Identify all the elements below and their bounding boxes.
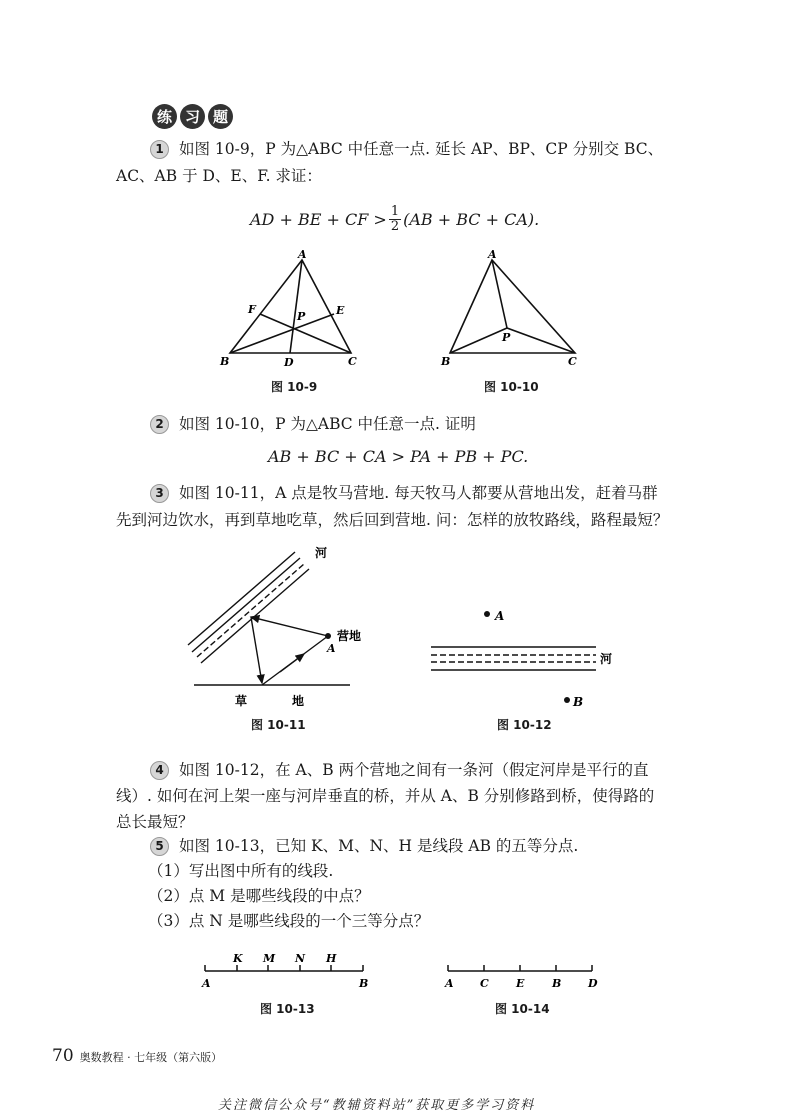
label-e: E bbox=[336, 304, 345, 317]
fraction: 1 2 bbox=[390, 204, 400, 234]
figure-10-13 bbox=[195, 950, 385, 995]
label-a: A bbox=[495, 609, 505, 623]
figure-10-14-caption: 图 10-14 bbox=[495, 1002, 550, 1016]
figure-10-11-caption: 图 10-11 bbox=[251, 718, 306, 732]
problem-4-line-1: 4 如图 10-12，在 A、B 两个营地之间有一条河（假定河岸是平行的直 bbox=[150, 760, 649, 781]
problem-5-sub-1: （1）写出图中所有的线段. bbox=[148, 862, 334, 880]
problem-1-line-2: AC、AB 于 D、E、F. 求证： bbox=[116, 167, 322, 185]
river-bank-line bbox=[188, 552, 295, 645]
river-bank-line bbox=[192, 558, 300, 652]
section-heading-char: 题 bbox=[208, 104, 233, 129]
label-a: A bbox=[202, 977, 211, 990]
page-number: 70 bbox=[52, 1046, 74, 1066]
problem-number-badge: 3 bbox=[150, 484, 169, 503]
label-e: E bbox=[516, 977, 525, 990]
figure-10-13-caption: 图 10-13 bbox=[260, 1002, 315, 1016]
problem-5-line-1: 5 如图 10-13，已知 K、M、N、H 是线段 AB 的五等分点. bbox=[150, 836, 578, 857]
problem-2-formula: AB + BC + CA > PA + PB + PC. bbox=[268, 447, 529, 466]
camp-point bbox=[325, 633, 331, 639]
label-a: A bbox=[298, 248, 307, 261]
problem-number-badge: 4 bbox=[150, 761, 169, 780]
label-c: C bbox=[568, 355, 577, 368]
section-heading-char: 练 bbox=[152, 104, 177, 129]
label-b: B bbox=[220, 355, 230, 368]
label-a: A bbox=[445, 977, 454, 990]
watermark-text: 关注微信公众号“教辅资料站”获取更多学习资料 bbox=[218, 1098, 536, 1113]
problem-number-badge: 5 bbox=[150, 837, 169, 856]
river-label: 河 bbox=[600, 652, 613, 666]
figure-10-12 bbox=[425, 600, 625, 715]
grass-label: 地 bbox=[292, 694, 305, 708]
river-center-dashed bbox=[197, 564, 304, 657]
label-d: D bbox=[284, 356, 294, 369]
figure-10-12-caption: 图 10-12 bbox=[497, 718, 552, 732]
problem-number-badge: 2 bbox=[150, 415, 169, 434]
segment-pb bbox=[450, 328, 507, 353]
label-b: B bbox=[573, 695, 584, 709]
label-b: B bbox=[552, 977, 562, 990]
label-d: D bbox=[588, 977, 598, 990]
river-label: 河 bbox=[315, 546, 328, 560]
label-b: B bbox=[441, 355, 451, 368]
problem-number-badge: 1 bbox=[150, 140, 169, 159]
label-h: H bbox=[326, 952, 337, 965]
problem-3-line-2: 先到河边饮水，再到草地吃草，然后回到营地. 问：怎样的放牧路线，路程最短？ bbox=[116, 511, 669, 529]
label-a: A bbox=[488, 248, 497, 261]
figure-10-10 bbox=[435, 245, 585, 375]
label-m: M bbox=[263, 952, 276, 965]
label-b: B bbox=[359, 977, 369, 990]
label-a: A bbox=[327, 642, 336, 655]
label-p: P bbox=[297, 310, 306, 323]
grass-label: 草 bbox=[235, 694, 248, 708]
section-heading-char: 习 bbox=[180, 104, 205, 129]
path-to-river bbox=[251, 617, 328, 636]
label-k: K bbox=[233, 952, 243, 965]
figure-10-11 bbox=[180, 545, 380, 715]
book-title: 奥数教程 · 七年级（第六版） bbox=[79, 1051, 223, 1064]
path-arrow bbox=[280, 654, 304, 672]
problem-3-line-1: 3 如图 10-11，A 点是牧马营地. 每天牧马人都要从营地出发，赶着马群 bbox=[150, 483, 658, 504]
problem-1-line-1: 1 如图 10-9，P 为△ABC 中任意一点. 延长 AP、BP、CP 分别交 BC、 bbox=[150, 139, 663, 160]
camp-b-point bbox=[564, 697, 570, 703]
section-heading bbox=[152, 104, 233, 129]
label-n: N bbox=[295, 952, 306, 965]
figure-10-9-caption: 图 10-9 bbox=[271, 380, 318, 394]
label-c: C bbox=[348, 355, 357, 368]
problem-4-line-3: 总长最短？ bbox=[116, 813, 194, 831]
segment-pa bbox=[492, 260, 507, 328]
river-bank-line bbox=[201, 569, 309, 663]
problem-5-sub-3: （3）点 N 是哪些线段的一个三等分点？ bbox=[148, 912, 430, 930]
problem-5-sub-2: （2）点 M 是哪些线段的中点？ bbox=[148, 887, 370, 905]
problem-4-line-2: 线）. 如何在河上架一座与河岸垂直的桥，并从 A、B 分别修路到桥，使得路的 bbox=[116, 787, 655, 805]
figure-10-14 bbox=[440, 950, 610, 995]
camp-label: 营地 bbox=[337, 629, 362, 643]
label-p: P bbox=[502, 331, 511, 344]
figure-10-10-caption: 图 10-10 bbox=[484, 380, 539, 394]
page-footer bbox=[52, 1046, 222, 1066]
camp-a-point bbox=[484, 611, 490, 617]
problem-2-line-1: 2 如图 10-10，P 为△ABC 中任意一点. 证明 bbox=[150, 414, 476, 435]
triangle-abc bbox=[450, 260, 575, 353]
path-to-grass bbox=[251, 617, 262, 683]
problem-1-formula: AD + BE + CF > 1 2 (AB + BC + CA). bbox=[250, 204, 540, 234]
label-f: F bbox=[248, 303, 256, 316]
figure-10-9 bbox=[215, 245, 365, 375]
segment-cf bbox=[260, 314, 351, 353]
label-c: C bbox=[480, 977, 489, 990]
